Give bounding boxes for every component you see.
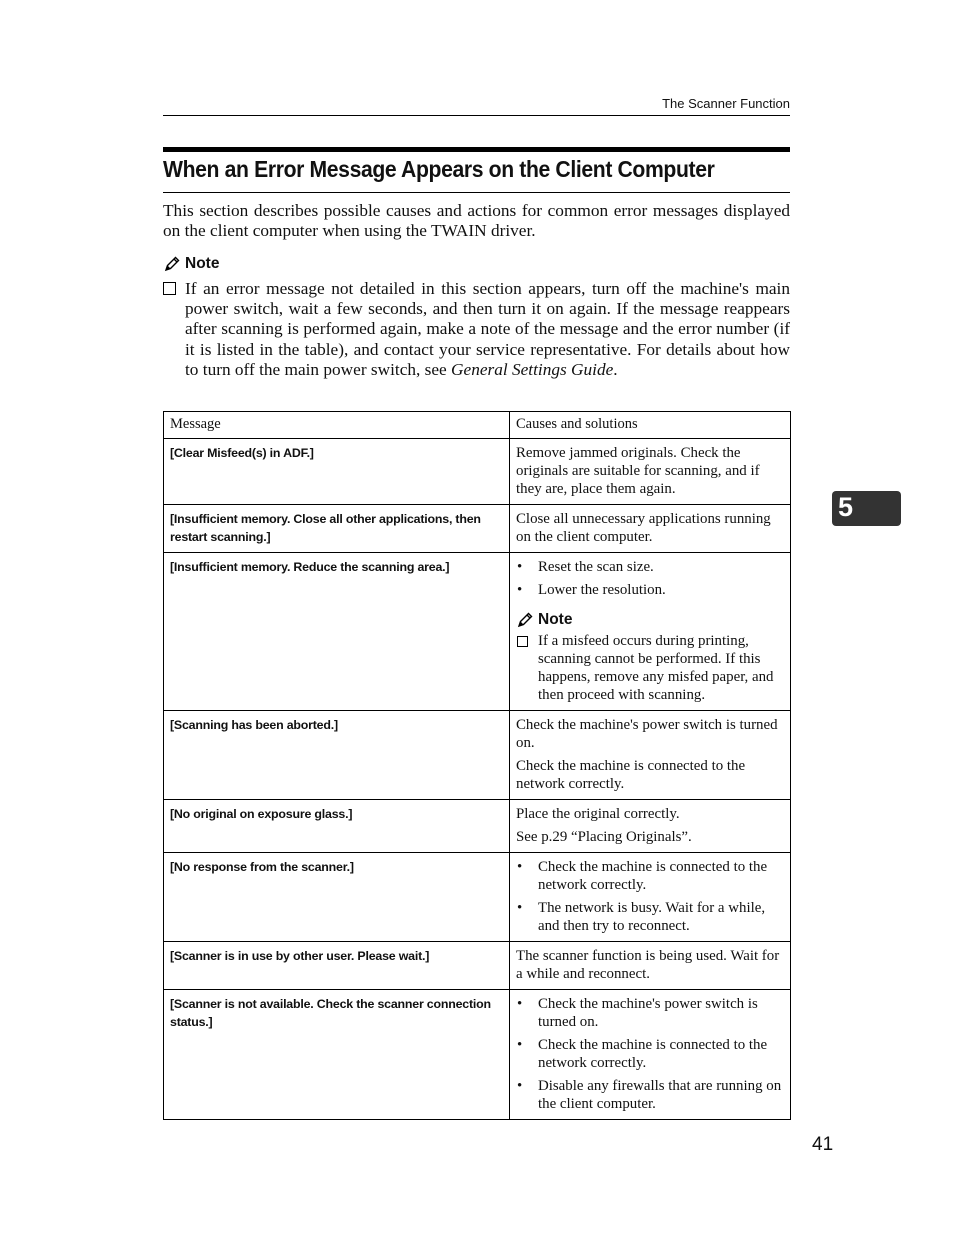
cause-text: Check the machine is connected to the network correctly. <box>516 758 746 792</box>
cause-text: The scanner function is being used. Wait for a while and reconnect. <box>516 948 780 982</box>
causes-cell <box>510 439 791 505</box>
note-label: Note <box>185 255 220 272</box>
message-cell: [No response from the scanner.] <box>164 853 510 942</box>
title-top-rule <box>163 147 790 152</box>
cause-bullet: • Check the machine is connected to the network correctly. <box>516 858 784 894</box>
table-row <box>164 853 791 942</box>
cause-text: See p.29 “Placing Originals”. <box>516 829 692 845</box>
table-row <box>164 711 791 800</box>
cause-list <box>516 995 784 1113</box>
note-item <box>163 279 790 380</box>
page-number: 41 <box>812 1134 834 1155</box>
header-rule <box>163 115 790 116</box>
causes-cell <box>510 505 791 553</box>
causes-cell <box>510 553 791 711</box>
header-causes: Causes and solutions <box>510 412 791 439</box>
table-row <box>164 439 791 505</box>
cause-bullet: • Disable any firewalls that are running on the client computer. <box>516 1077 784 1113</box>
chapter-number: 5 <box>838 492 854 522</box>
causes-cell <box>510 990 791 1120</box>
causes-cell <box>510 800 791 853</box>
table-row <box>164 800 791 853</box>
inner-note-heading <box>516 611 784 629</box>
cause-bullet: • Check the machine is connected to the network correctly. <box>516 1036 784 1072</box>
pencil-icon <box>163 255 181 273</box>
causes-cell <box>510 853 791 942</box>
title-bottom-rule <box>163 192 790 193</box>
cause-text: Check the machine's power switch is turned on. <box>516 717 778 751</box>
message-cell: [Insufficient memory. Close all other applications, then restart scanning.] <box>164 505 510 553</box>
cause-text: Close all unnecessary applications running on the client computer. <box>516 511 771 545</box>
running-header: The Scanner Function <box>662 96 790 111</box>
table-row <box>164 505 791 553</box>
message-cell: [No original on exposure glass.] <box>164 800 510 853</box>
chapter-tab <box>832 491 901 526</box>
table-row <box>164 553 791 711</box>
note-text-italic: General Settings Guide <box>451 359 614 379</box>
message-cell: [Scanning has been aborted.] <box>164 711 510 800</box>
causes-cell <box>510 942 791 990</box>
causes-cell <box>510 711 791 800</box>
cause-bullet: • Lower the resolution. <box>516 581 784 599</box>
message-cell: [Insufficient memory. Reduce the scanning area.] <box>164 553 510 711</box>
note-text <box>185 279 790 380</box>
cause-text: Remove jammed originals. Check the originals are suitable for scanning, and if they are, place them again. <box>516 445 760 497</box>
inner-note-text: If a misfeed occurs during printing, scanning cannot be performed. If this happens, remove any misfed paper, and then proceed with scanning. <box>538 633 774 703</box>
note-heading <box>163 255 219 273</box>
checkbox-icon <box>163 282 176 295</box>
table-row <box>164 942 791 990</box>
note-text-main: If an error message not detailed in this section appears, turn off the machine's main power switch, wait a few seconds, and then turn it on again. If the message reappears after scanning is performed again, make a note of the message and the error number (if it is listed in the table), and contact your service representative. For details about how to turn off the main power switch, see <box>185 279 790 379</box>
intro-paragraph: This section describes possible causes and actions for common error messages displayed on the client computer when using the TWAIN driver. <box>163 201 790 240</box>
inner-note-label: Note <box>538 611 573 628</box>
section-title: When an Error Message Appears on the Client Computer <box>163 156 715 182</box>
inner-note <box>516 611 784 704</box>
pencil-icon <box>516 611 534 629</box>
table-header-row <box>164 412 791 439</box>
cause-bullet: • Check the machine's power switch is turned on. <box>516 995 784 1031</box>
cause-list <box>516 858 784 935</box>
error-table <box>163 411 791 1120</box>
cause-bullet: • The network is busy. Wait for a while, and then try to reconnect. <box>516 899 784 935</box>
cause-bullet: • Reset the scan size. <box>516 558 784 576</box>
header-message: Message <box>164 412 510 439</box>
table-row <box>164 990 791 1120</box>
checkbox-icon <box>517 636 528 647</box>
note-text-end: . <box>613 359 618 379</box>
cause-list <box>516 558 784 599</box>
inner-note-item <box>516 632 784 704</box>
cause-text: Place the original correctly. <box>516 806 680 822</box>
message-cell: [Scanner is not available. Check the scanner connection status.] <box>164 990 510 1120</box>
message-cell: [Scanner is in use by other user. Please wait.] <box>164 942 510 990</box>
message-cell: [Clear Misfeed(s) in ADF.] <box>164 439 510 505</box>
